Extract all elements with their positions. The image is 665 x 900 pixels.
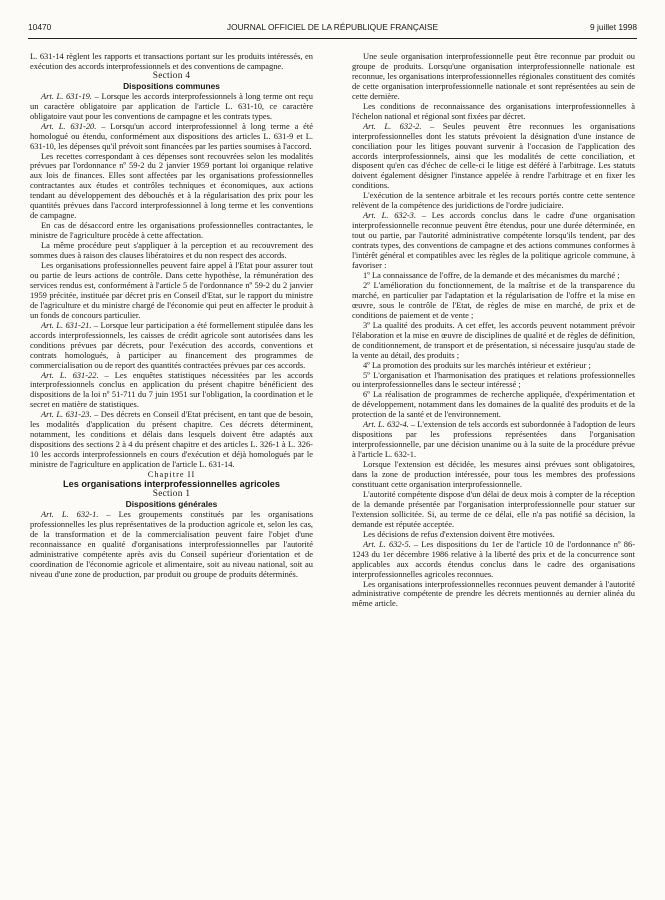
paragraph-text: – Lorsque leur participation a été formellement stipulée dans les accords interprofessionnels, les caisses de crédit agricole sont autorisées dans les conditions prévues par décrets, pour l'exécution des accords, conventions et contrats homologués, à participer au financement des programmes de commercialisation ou de report des quantités contractées prévues par ces accords. xyxy=(30,319,313,370)
paragraph xyxy=(30,410,313,470)
paragraph xyxy=(30,92,313,122)
article-reference: Art. L. 631-21. xyxy=(41,319,92,330)
paragraph xyxy=(352,211,635,271)
paragraph-text: Chapitre II xyxy=(147,470,196,480)
paragraph xyxy=(352,460,635,490)
paragraph-text: Les recettes correspondant à ces dépenses sont recouvrées selon les modalités prévues par l'ordonnance nº 59-2 du 2 janvier 1959 portant loi organique relative aux lois de finances. Elles sont affectées par les organisations professionnelles contractantes aux études et contrôles techniques et économiques, aux actions tendant au développement des débouchés et à la régularisation des prix pour les quantités prévues dans l'accord interprofessionnel à long terme et les conventions de campagne. xyxy=(30,150,313,221)
paragraph-text: Une seule organisation interprofessionnelle peut être reconnue par produit ou groupe de produits. Lorsqu'une organisation interprofessionnelle nationale est reconnue, les organisations interprofessionnelles régionales constituent des comités de cette organisation interprofessionnelle nationale et sont représentées au sein de cette dernière. xyxy=(352,52,635,101)
paragraph-text: Section 4 xyxy=(152,70,191,81)
paragraph xyxy=(352,191,635,211)
paragraph-text: Les organisations interprofessionnelles agricoles xyxy=(63,478,280,489)
paragraph-text: En cas de désaccord entre les organisations professionnelles contractantes, le ministre de l'agriculture procède à cette affectation. xyxy=(30,220,313,241)
article-reference: Art. L. 631-22. xyxy=(41,369,99,380)
paragraph-text: Les organisations interprofessionnelles reconnues peuvent demander à l'autorité administrative compétente de prendre les décrets mentionnés au dernier alinéa du même article. xyxy=(352,578,635,609)
paragraph xyxy=(30,510,313,580)
article-reference: Art. L. 632-5. xyxy=(363,538,411,549)
paragraph-text: – Des décrets en Conseil d'Etat précisent, en tant que de besoin, les modalités d'application du présent chapitre. Ces décrets déterminent, notamment, les conditions et délais dans lesquels doivent être adaptés aux dispositions des sections 2 à 4 du présent chapitre et des articles L. 326-1 à L. 326-10 les accords interprofessionnels en cours d'exécution et déjà homologués par le ministre de l'agriculture en application de l'article L. 631-14. xyxy=(30,409,313,470)
article-reference: Art. L. 631-23. xyxy=(41,409,92,420)
paragraph xyxy=(30,241,313,261)
paragraph-text: Les conditions de reconnaissance des organisations interprofessionnelles à l'échelon national et régional sont fixées par décret. xyxy=(352,100,635,121)
paragraph-text: – Lorsque les accords interprofessionnels à long terme ont reçu un caractère obligatoire par application de l'article L. 631-10, ce caractère obligatoire vaut pour les conventions de campagne et les contrats types. xyxy=(30,90,313,121)
journal-title: JOURNAL OFFICIEL DE LA RÉPUBLIQUE FRANÇAISE xyxy=(226,22,439,32)
publication-date: 9 juillet 1998 xyxy=(589,22,637,32)
paragraph-text: – Les groupements constitués par les organisations professionnelles les plus représentatives de la production agricole et, selon les cas, de la transformation et de la commercialisation peuvent faire l'objet d'une reconnaissance en qualité d'organisations interprofessionnelles par l'autorité administrative compétente après avis du Conseil supérieur d'orientation et de coordination de l'économie agricole et alimentaire, soit au niveau national, soit au niveau d'une zone de production, par produit ou groupe de produits déterminés. xyxy=(30,508,313,579)
paragraph xyxy=(30,261,313,321)
paragraph xyxy=(30,371,313,411)
paragraph xyxy=(30,52,313,72)
paragraph-text: Dispositions communes xyxy=(123,80,220,91)
paragraph xyxy=(352,420,635,460)
paragraph-text: 6º La réalisation de programmes de recherche appliquée, d'expérimentation et de développement, notamment dans les domaines de la qualité des produits et de la protection de la santé et de l'environnement. xyxy=(352,389,635,420)
paragraph-text: – Seules peuvent être reconnues les organisations interprofessionnelles dont les statuts prévoient la désignation d'une instance de conciliation pour les litiges pouvant survenir à l'occasion de l'application des accords interprofessionnels, ainsi que les modalités de cette conciliation, et disposent qu'en cas d'échec de celle-ci le litige est déféré à l'arbitrage. Les statuts doivent également désigner l'instance appelée à rendre l'arbitrage et en fixer les conditions. xyxy=(352,120,635,191)
paragraph xyxy=(30,122,313,152)
paragraph xyxy=(352,52,635,102)
paragraph xyxy=(30,152,313,222)
paragraph xyxy=(352,490,635,530)
header-rule xyxy=(28,38,637,39)
paragraph-text: Section 1 xyxy=(152,488,191,499)
paragraph-text: – L'extension de tels accords est subordonnée à l'adoption de leurs dispositions par les professions représentées dans l'organisation interprofessionnelle, par une décision unanime ou à la suite de la procédure prévue à l'article L. 632-1. xyxy=(352,419,635,460)
page-header xyxy=(28,22,637,36)
paragraph xyxy=(352,390,635,420)
paragraph-text: – Lorsqu'un accord interprofessionnel à long terme a été homologué ou étendu, conformément aux dispositions des articles L. 631-9 et L. 631-10, les dépenses qu'il prévoit sont financées par les parties soumises à l'accord. xyxy=(30,120,313,151)
paragraph-text: Les décisions de refus d'extension doivent être motivées. xyxy=(363,528,555,539)
paragraph xyxy=(352,540,635,580)
paragraph-text: – Les enquêtes statistiques nécessitées par les accords interprofessionnels conclus en application du présent chapitre bénéficient des dispositions de la loi nº 51-711 du 7 juin 1951 sur l'obligation, la coordination et le secret en matière de statistiques. xyxy=(30,369,313,410)
article-reference: Art. L. 632-2. xyxy=(363,120,422,131)
right-column xyxy=(352,52,635,894)
paragraph-text: La même procédure peut s'appliquer à la perception et au recouvrement des sommes dues à raison des clauses libératoires et du non respect des accords. xyxy=(30,240,313,261)
paragraph-text: Les organisations professionnelles peuvent faire appel à l'Etat pour assurer tout ou partie de leurs actions de contrôle. Dans cette hypothèse, la rémunération des services rendus est, conformément à l'article 5 de l'ordonnance nº 59-2 du 2 janvier 1959 précitée, instituée par décret pris en Conseil d'Etat, sur le rapport du ministre de l'agriculture et du ministre chargé de l'économie qui peut en affecter le produit à un fonds de concours particulier. xyxy=(30,260,313,320)
paragraph xyxy=(352,580,635,610)
article-reference: Art. L. 632-1. xyxy=(41,508,99,519)
paragraph-text: 1º La connaissance de l'offre, de la demande et des mécanismes du marché ; xyxy=(363,269,620,280)
paragraph-text: Lorsque l'extension est décidée, les mesures ainsi prévues sont obligatoires, dans la zone de production intéressée, pour tous les membres des professions constituant cette organisation interprofessionnelle. xyxy=(352,459,635,489)
paragraph xyxy=(352,371,635,391)
paragraph-text: 5º L'organisation et l'harmonisation des pratiques et relations professionnelles ou interprofessionnelles dans le secteur intéressé ; xyxy=(352,369,635,390)
paragraph xyxy=(30,221,313,241)
paragraph-text: L'autorité compétente dispose d'un délai de deux mois à compter de la réception de la demande présentée par l'organisation interprofessionnelle pour statuer sur l'extension sollicitée. Si, au terme de ce délai, elle n'a pas notifié sa décision, la demande est réputée acceptée. xyxy=(352,488,635,529)
paragraph-text: L'exécution de la sentence arbitrale et les recours portés contre cette sentence relèvent de la compétence des juridictions de l'ordre judiciaire. xyxy=(352,190,635,211)
paragraph xyxy=(352,321,635,361)
paragraph-text: – Les dispositions du 1er de l'article 10 de l'ordonnance nº 86-1243 du 1er décembre 1986 relative à la liberté des prix et de la concurrence sont applicables aux accords étendus conclus dans le cadre des organisations interprofessionnelles agricoles reconnues. xyxy=(352,538,635,579)
paragraph-text: L. 631-14 règlent les rapports et transactions portant sur les produits intéressés, en exécution des accords interprofessionnels et des conventions de campagne. xyxy=(30,52,313,71)
left-column xyxy=(30,52,313,894)
page-number: 10470 xyxy=(28,22,52,32)
paragraph-text: – Les accords conclus dans le cadre d'une organisation interprofessionnelle reconnue peuvent être étendus, pour une durée déterminée, en tout ou partie, par l'autorité administrative compétente lorsqu'ils tendent, par des contrats types, des conventions de campagne et des actions communes conformes à l'intérêt général et compatibles avec les règles de la politique agricole commune, à favoriser : xyxy=(352,210,635,271)
paragraph-text: 4º La promotion des produits sur les marchés intérieur et extérieur ; xyxy=(363,359,591,370)
paragraph xyxy=(352,281,635,321)
article-reference: Art. L. 631-19. xyxy=(41,90,93,101)
paragraph-text: 2º L'amélioration du fonctionnement, de la maîtrise et de la transparence du marché, en particulier par l'adaptation et la régularisation de l'offre et la mise en œuvre, sous le contrôle de l'Etat, de règles de mise en marché, de prix et de conditions de paiement et de vente ; xyxy=(352,279,635,320)
article-reference: Art. L. 631-20. xyxy=(41,120,97,131)
article-reference: Art. L. 632-4. xyxy=(363,419,409,430)
paragraph-text: 3º La qualité des produits. A cet effet, les accords peuvent notamment prévoir l'élaboration et la mise en œuvre de disciplines de qualité et de règles de définition, de conditionnement, de transport et de présentation, si nécessaire jusqu'au stade de la vente au détail, des produits ; xyxy=(352,319,635,360)
paragraph xyxy=(352,102,635,122)
paragraph-text: Dispositions générales xyxy=(125,498,218,509)
article-reference: Art. L. 632-3. xyxy=(363,210,416,221)
paragraph xyxy=(30,321,313,371)
paragraph xyxy=(352,122,635,192)
